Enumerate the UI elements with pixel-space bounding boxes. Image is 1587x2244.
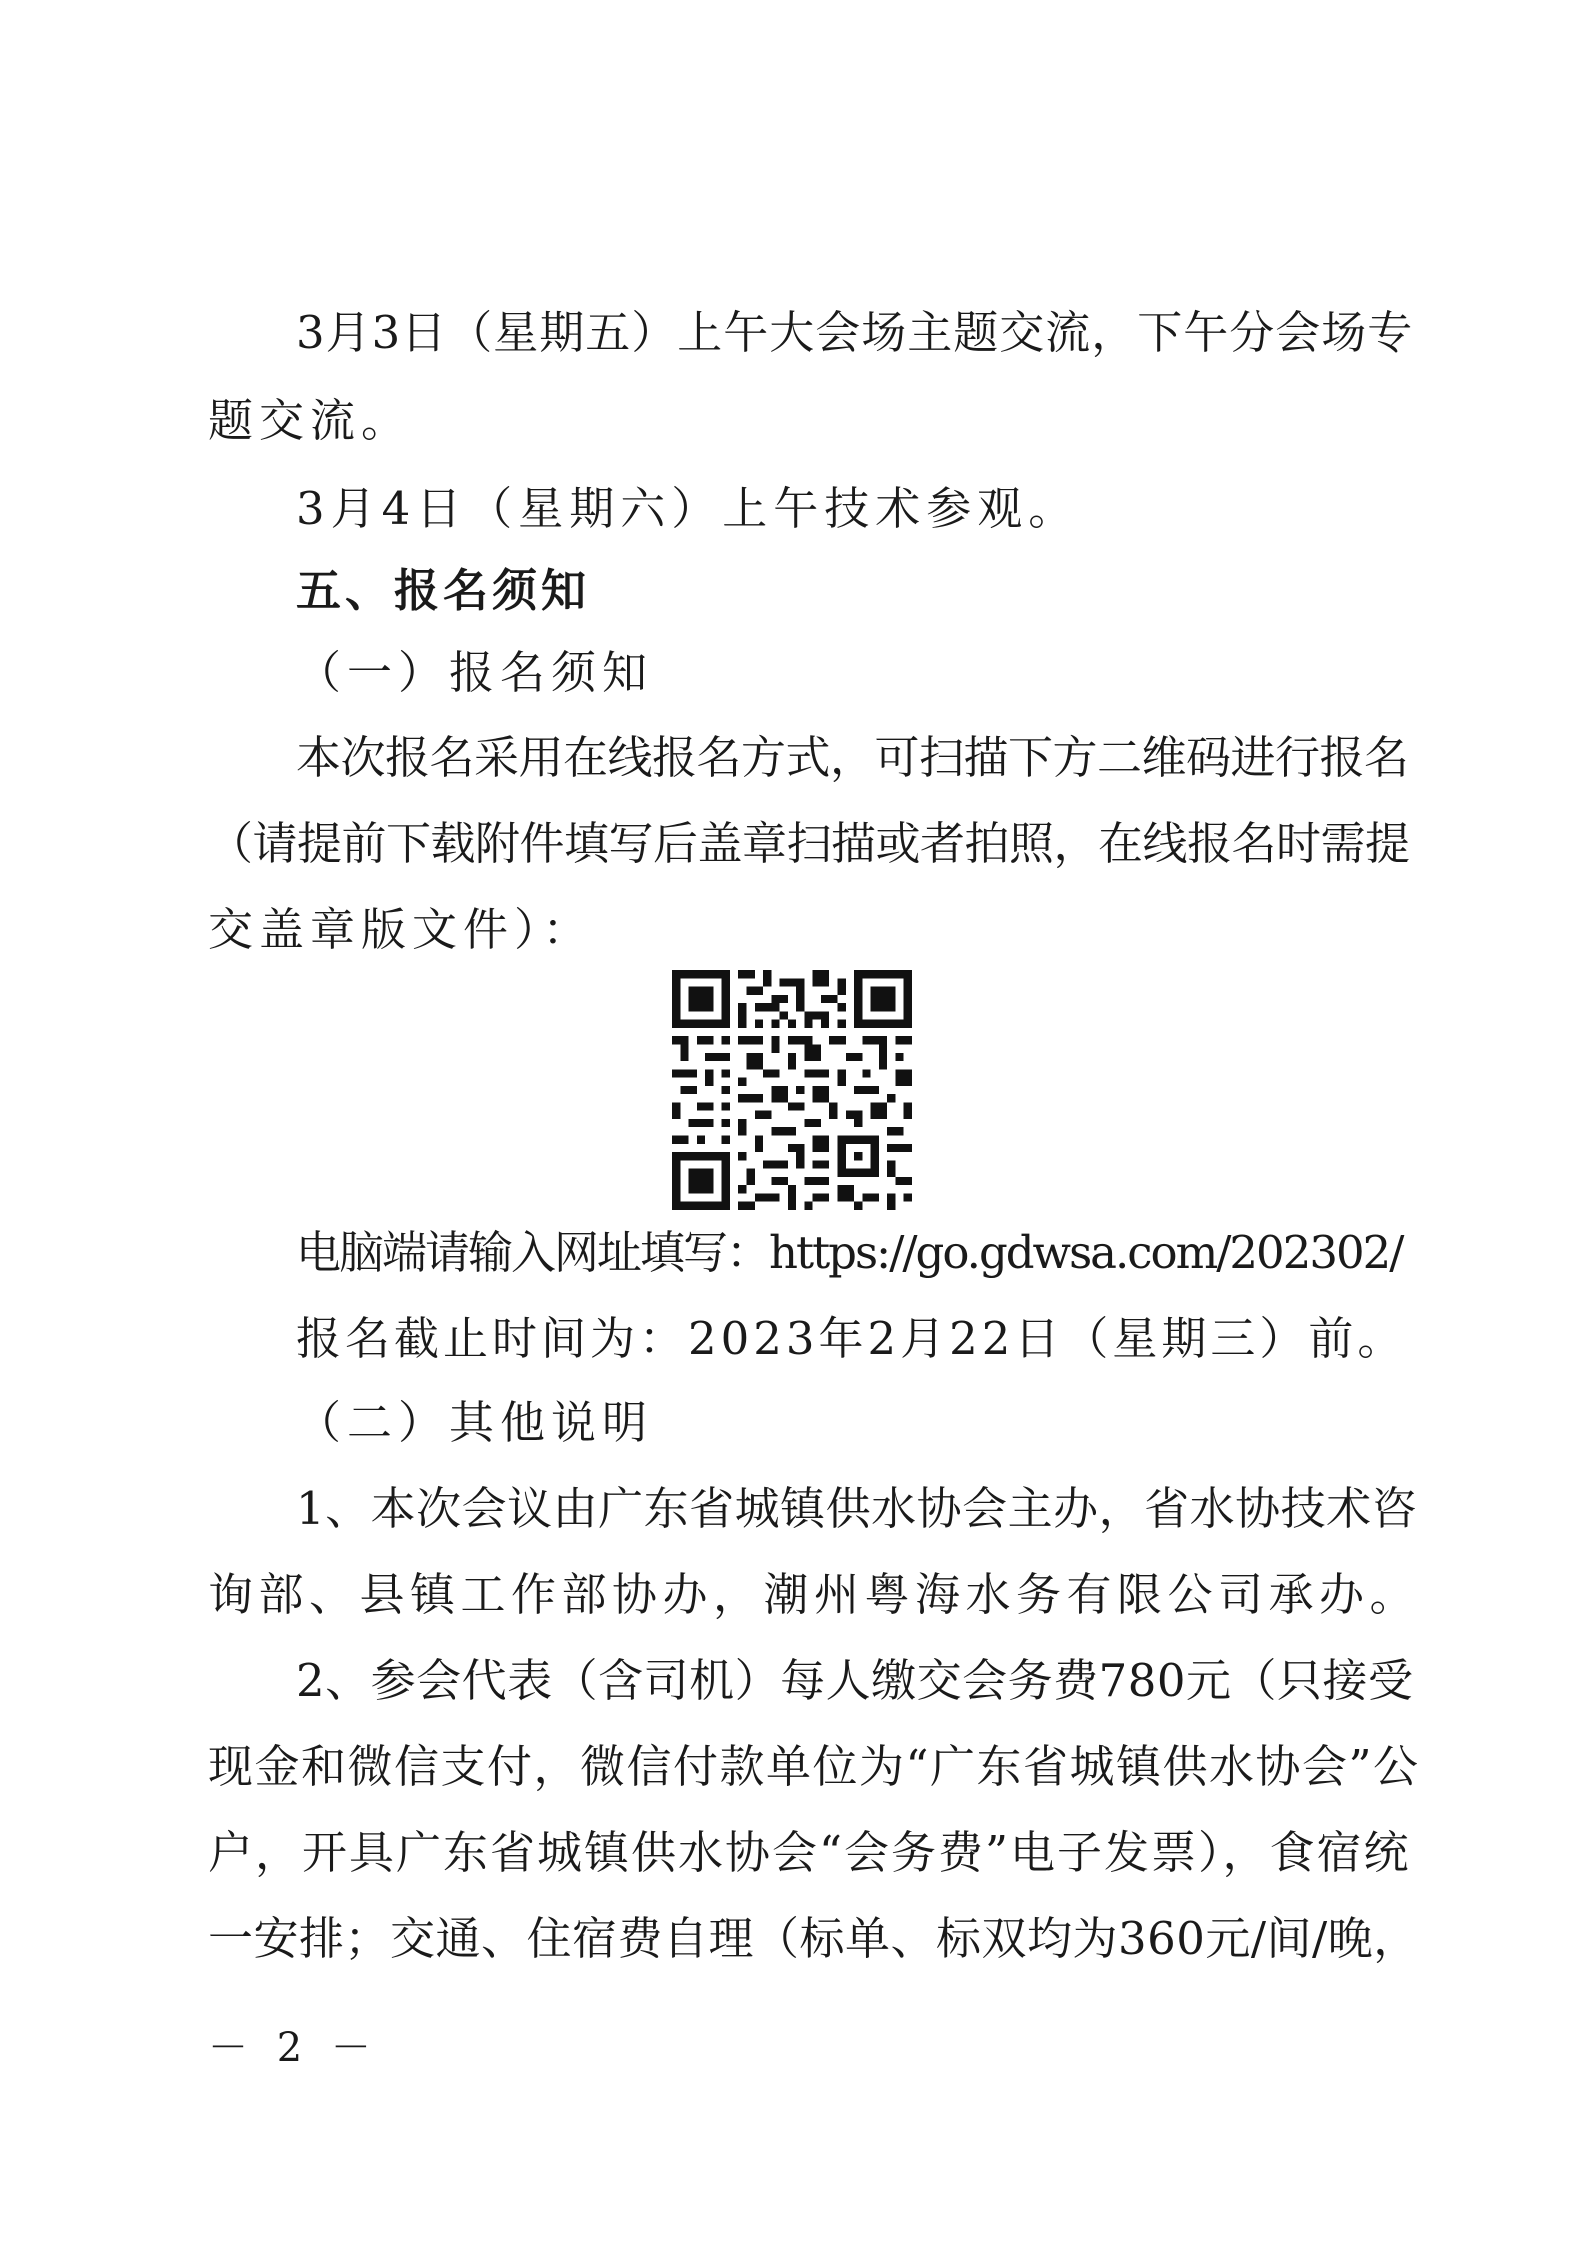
subsection-heading-other-notes: （二）其他说明	[296, 1396, 654, 1449]
web-url-line: 电脑端请输入网址填写：https://go.gdwsa.com/202302/	[296, 1226, 1403, 1279]
note-item2-line1: 2、参会代表（含司机）每人缴交会务费780元（只接受	[296, 1654, 1414, 1707]
page-number: － 2 －	[208, 2025, 379, 2071]
note-item1-line2: 询部、县镇工作部协办，潮州粤海水务有限公司承办。	[208, 1568, 1421, 1621]
section-heading-registration: 五、报名须知	[296, 564, 591, 617]
subsection-heading-registration: （一）报名须知	[296, 646, 654, 699]
qr-code-icon[interactable]	[672, 970, 912, 1210]
schedule-mar3-line1: 3月3日（星期五）上午大会场主题交流，下午分会场专	[296, 306, 1414, 359]
registration-body-line3: 交盖章版文件）：	[208, 903, 594, 956]
note-item2-line4: 一安排；交通、住宿费自理（标单、标双均为360元/间/晚，	[208, 1912, 1419, 1965]
note-item2-line2: 现金和微信支付，微信付款单位为“广东省城镇供水协会”公	[208, 1740, 1420, 1793]
deadline-line: 报名截止时间为：2023年2月22日（星期三）前。	[296, 1312, 1407, 1365]
registration-body-line2: （请提前下载附件填写后盖章扫描或者拍照，在线报名时需提	[208, 817, 1410, 870]
schedule-mar4: 3月4日（星期六）上午技术参观。	[296, 482, 1080, 535]
schedule-mar3-line2: 题交流。	[208, 394, 413, 447]
note-item1-line1: 1、本次会议由广东省城镇供水协会主办，省水协技术咨	[296, 1482, 1418, 1535]
note-item2-line3: 户，开具广东省城镇供水协会“会务费”电子发票），食宿统	[208, 1826, 1411, 1879]
registration-body-line1: 本次报名采用在线报名方式，可扫描下方二维码进行报名	[296, 731, 1409, 784]
